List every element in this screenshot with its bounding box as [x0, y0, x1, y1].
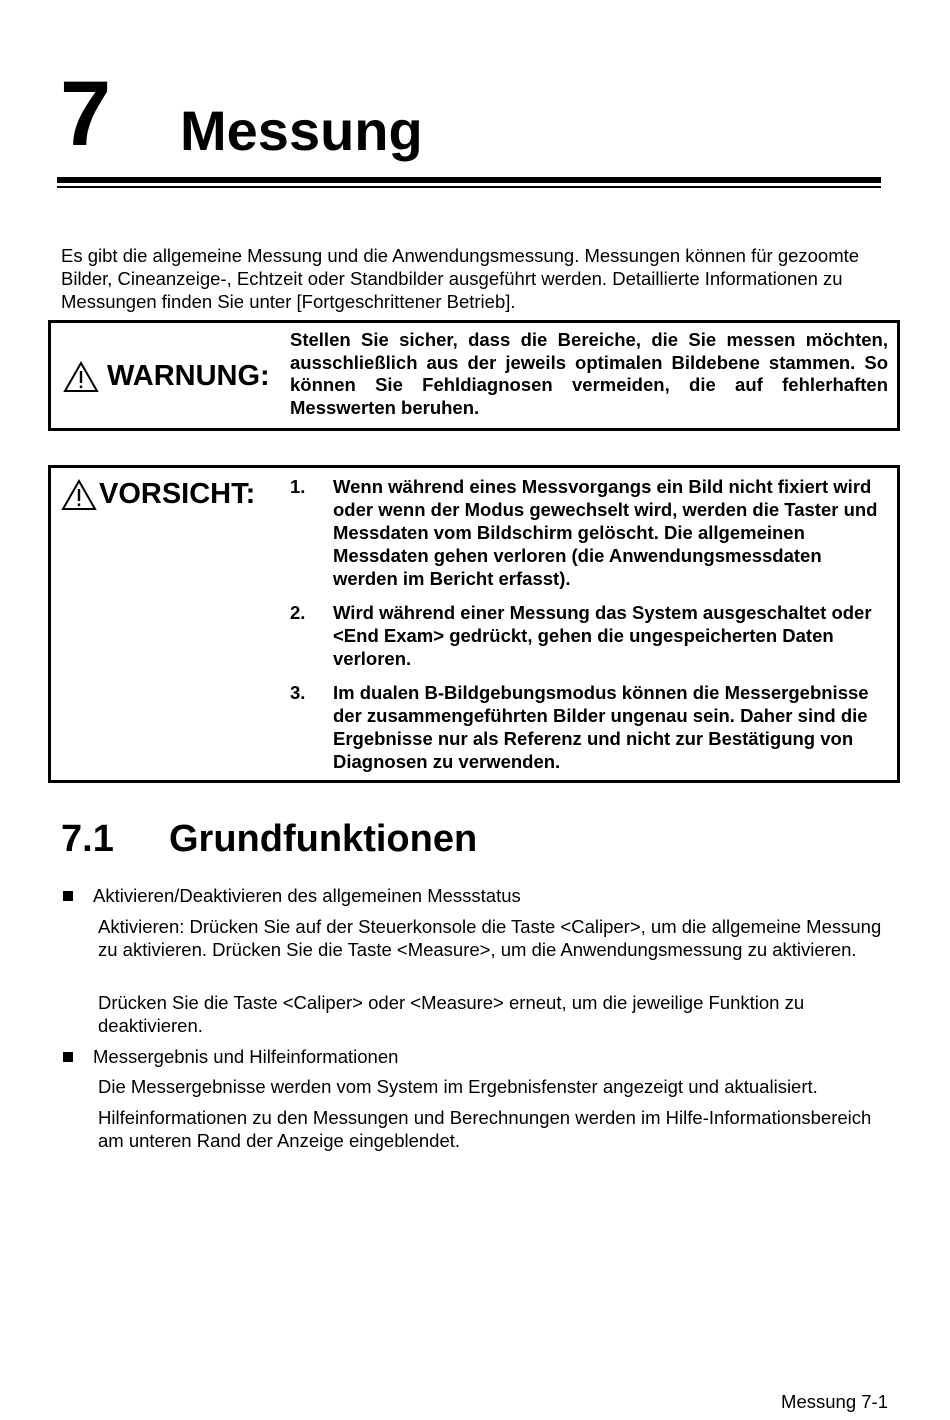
paragraph: Drücken Sie die Taste <Caliper> oder <Measure> erneut, um die jeweilige Funktion zu deaktivieren. [98, 992, 805, 1036]
bullet-heading-text: Aktivieren/Deaktivieren des allgemeinen Messstatus [93, 885, 521, 906]
bullet-heading-text: Messergebnis und Hilfeinformationen [93, 1046, 399, 1067]
square-bullet-icon [63, 891, 73, 901]
square-bullet-icon [63, 1052, 73, 1062]
section-title: Grundfunktionen [169, 818, 478, 860]
title-rule-thick [57, 177, 881, 183]
list-item-number: 1. [290, 476, 306, 497]
paragraph: Die Messergebnisse werden vom System im Ergebnisfenster angezeigt und aktualisiert. [98, 1076, 818, 1097]
caution-label: VORSICHT: [99, 478, 256, 510]
page-footer: Messung 7-1 [781, 1391, 888, 1412]
warning-label: WARNUNG: [107, 360, 270, 392]
list-item [290, 681, 880, 773]
warning-box [48, 320, 900, 431]
paragraph: Hilfeinformationen zu den Messungen und Berechnungen werden im Hilfe-Informationsbereich am unteren Rand der Anzeige eingeblendet. [98, 1107, 872, 1151]
paragraph: Aktivieren: Drücken Sie auf der Steuerkonsole die Taste <Caliper>, um die allgemeine Messung zu aktivieren. Drücken Sie die Taste <Measure>, um die Anwendungsmessung zu aktivieren. [98, 916, 882, 960]
list-item-text: Wenn während eines Messvorgangs ein Bild nicht fixiert wird oder wenn der Modus gewechselt wird, werden die Taster und Messdaten vom Bildschirm gelöscht. Die allgemeinen Messdaten gehen verloren (die Anwendungsmessdaten werden im Bericht erfasst). [333, 476, 878, 589]
caution-label-group [61, 478, 255, 511]
list-item-number: 2. [290, 602, 306, 623]
warning-triangle-icon [61, 479, 97, 511]
intro-paragraph: Es gibt die allgemeine Messung und die Anwendungsmessung. Messungen können für gezoomte Bilder, Cineanzeige-, Echtzeit oder Standbilder ausgeführt werden. Detaillierte Informationen zu Messungen finden Sie unter [Fortgeschrittener Betrieb]. [61, 245, 860, 312]
bullet-heading [61, 884, 521, 907]
section-number: 7.1 [61, 818, 114, 860]
list-item [290, 475, 880, 590]
caution-list [290, 475, 880, 784]
list-item-text: Wird während einer Messung das System ausgeschaltet oder <End Exam> gedrückt, gehen die ungespeicherten Daten verloren. [333, 602, 872, 669]
warning-label-group [63, 360, 270, 393]
title-rule-thin [57, 186, 881, 188]
caution-box [48, 465, 900, 783]
bullet-heading [61, 1045, 398, 1068]
list-item-number: 3. [290, 682, 306, 703]
list-item-text: Im dualen B-Bildgebungsmodus können die Messergebnisse der zusammengeführten Bilder ungenau sein. Daher sind die Ergebnisse nur als Referenz und nicht zur Bestätigung von Diagnosen zu verwenden. [333, 682, 869, 772]
list-item [290, 601, 880, 670]
chapter-number: 7 [60, 63, 112, 165]
warning-text: Stellen Sie sicher, dass die Bereiche, die Sie messen möchten, ausschließlich aus der jeweils optimalen Bildebene stammen. So können Sie Fehldiagnosen vermeiden, die auf fehlerhaften Messwerten beruhen. [290, 329, 888, 418]
warning-triangle-icon [63, 361, 99, 393]
chapter-title: Messung [180, 99, 423, 162]
